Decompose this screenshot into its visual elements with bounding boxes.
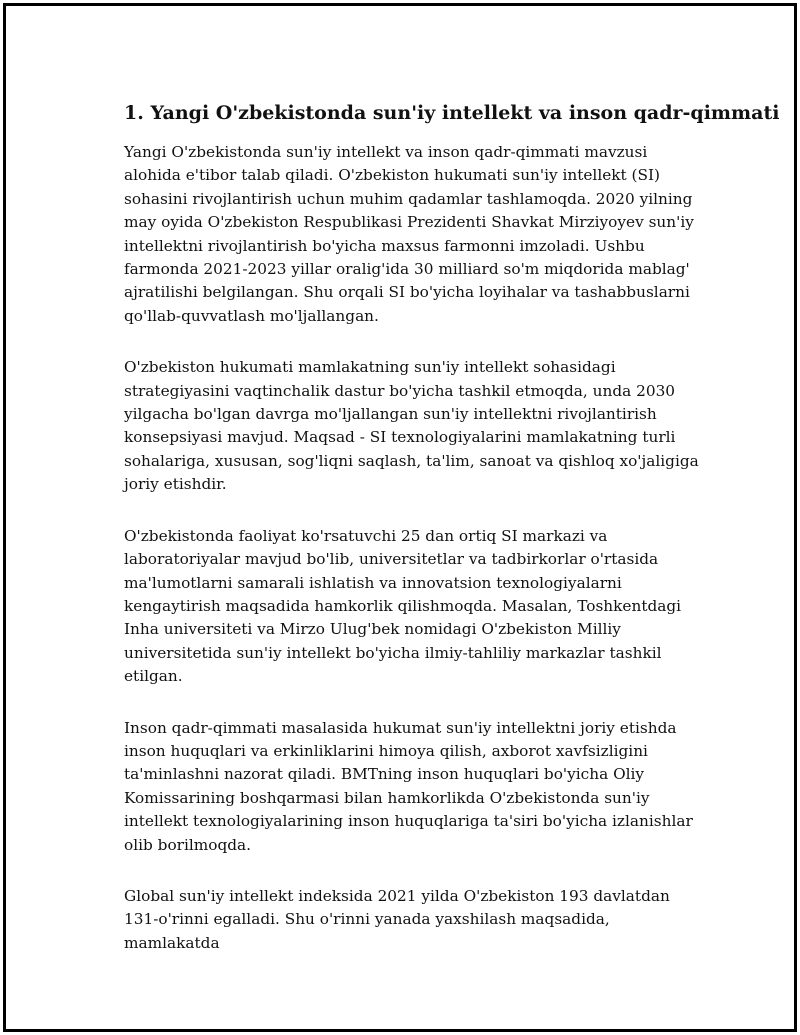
paragraph-2: O'zbekiston hukumati mamlakatning sun'iy intellekt sohasidagi strategiyasini vaqtinchalik dastur bo'yicha tashkil etmoqda, unda 2030 yilgacha bo'lgan davrga mo'ljallangan sun'iy intellektni rivojlantirish konsepsiyasi mavjud. Maqsad - SI texnologiyalarini mamlakatning turli sohalariga, xususan, sog'liqni saqlash, ta'lim, sanoat va qishloq xo'jaligiga joriy etishdir.: [124, 358, 699, 494]
paragraph-3: O'zbekistonda faoliyat ko'rsatuvchi 25 dan ortiq SI markazi va laboratoriyalar mavjud bo'lib, universitetlar va tadbirkorlar o'rtasida ma'lumotlarni samarali ishlatish va innovatsion texnologiyalarni kengaytirish maqsadida hamkorlik qilishmoqda. Masalan, Toshkentdagi Inha universiteti va Mirzo Ulug'bek nomidagi O'zbekiston Milliy universitetida sun'iy intellekt bo'yicha ilmiy-tahliliy markazlar tashkil etilgan.: [124, 526, 682, 686]
page-frame: [3, 3, 797, 1032]
paragraph-5: Global sun'iy intellekt indeksida 2021 yilda O'zbekiston 193 davlatdan 131-o'rinni egalladi. Shu o'rinni yanada yaxshilash maqsadida, mamlakatda: [124, 886, 670, 952]
document-body: [124, 99, 780, 983]
paragraph-4: Inson qadr-qimmati masalasida hukumat sun'iy intellektni joriy etishda inson huquqlari va erkinliklarini himoya qilish, axborot xavfsizligini ta'minlashni nazorat qiladi. BMTning inson huquqlari bo'yicha Oliy Komissarining boshqarmasi bilan hamkorlikda O'zbekistonda sun'iy intellekt texnologiyalarining inson huquqlariga ta'siri bo'yicha izlanishlar olib borilmoqda.: [124, 718, 693, 854]
paragraph-1: Yangi O'zbekistonda sun'iy intellekt va inson qadr-qimmati mavzusi alohida e'tibor talab qiladi. O'zbekiston hukumati sun'iy intellekt (SI) sohasini rivojlantirish uchun muhim qadamlar tashlamoqda. 2020 yilning may oyida O'zbekiston Respublikasi Prezidenti Shavkat Mirziyoyev sun'iy intellektni rivojlantirish bo'yicha maxsus farmonni imzoladi. Ushbu farmonda 2021-2023 yillar oralig'ida 30 milliard so'm miqdorida mablag' ajratilishi belgilangan. Shu orqali SI bo'yicha loyihalar va tashabbuslarni qo'llab-quvvatlash mo'ljallangan.: [124, 143, 694, 325]
section-title: 1. Yangi O'zbekistonda sun'iy intellekt va inson qadr-qimmati: [124, 102, 780, 124]
